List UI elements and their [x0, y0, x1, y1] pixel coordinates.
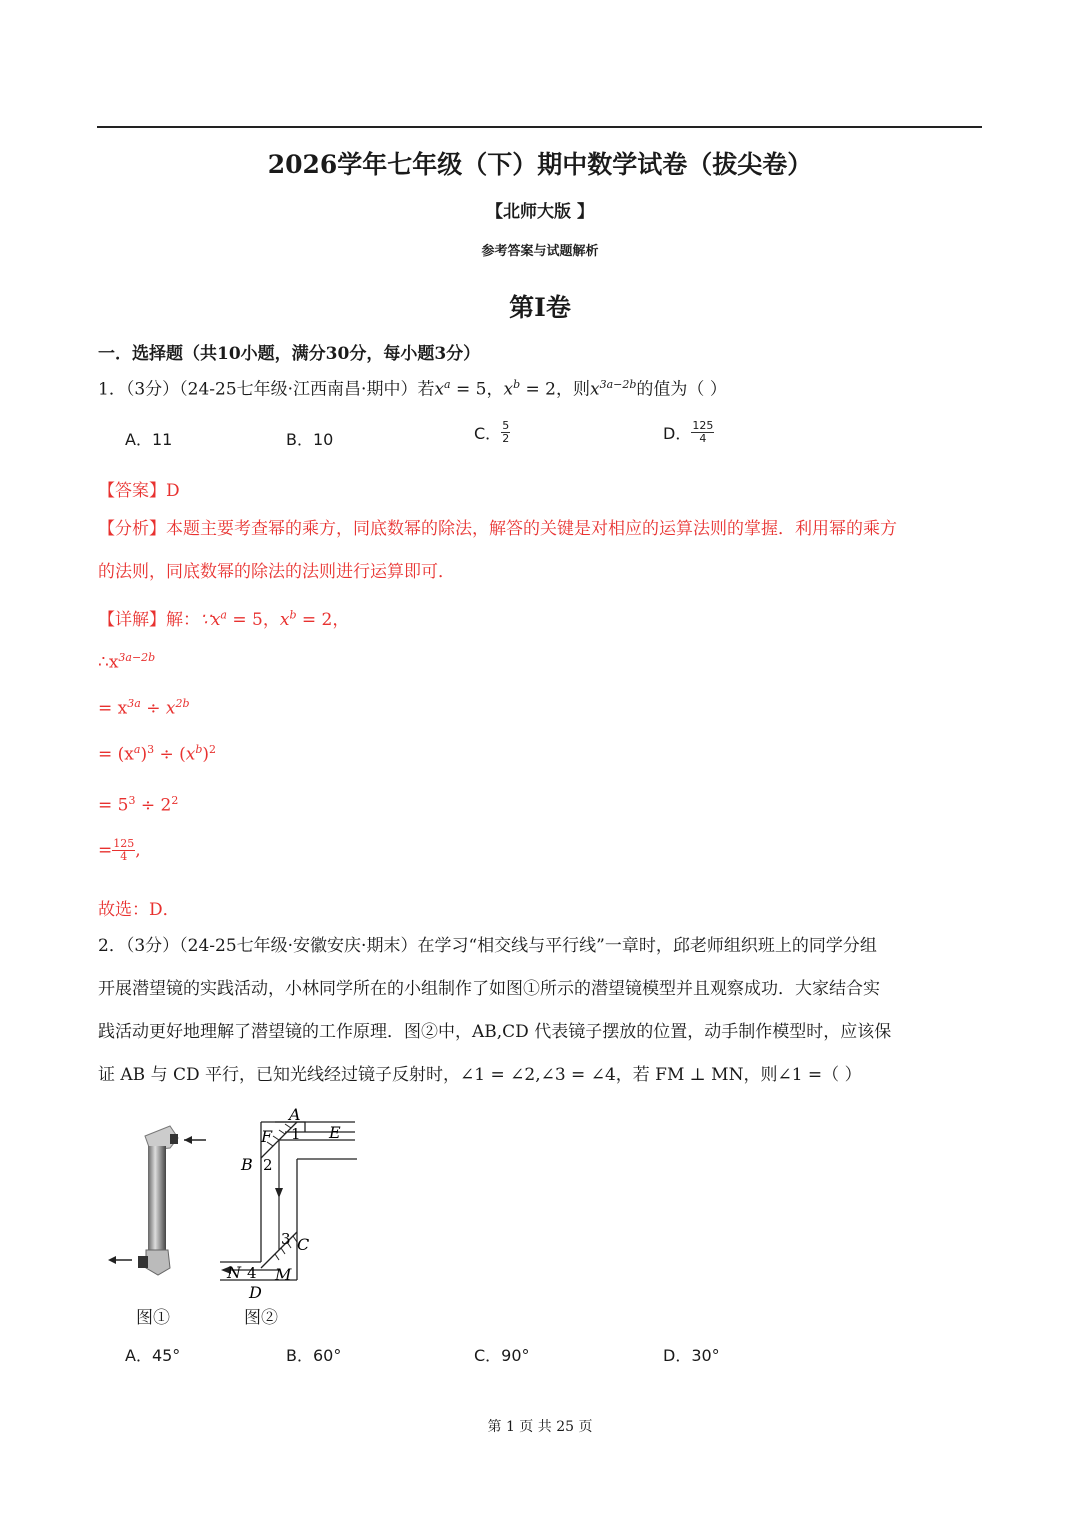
- label-3: 3: [281, 1230, 291, 1248]
- page-footer: 第 1 页 共 25 页: [487, 1419, 593, 1435]
- label-1: 1: [291, 1125, 301, 1143]
- top-rule: [97, 126, 982, 128]
- q1-option-b[interactable]: B．10: [286, 430, 334, 449]
- figure-1-caption: 图①: [136, 1308, 170, 1328]
- q2-option-a[interactable]: A．45°: [125, 1346, 181, 1365]
- periscope-diagram: [215, 1102, 365, 1302]
- label-d: D: [249, 1283, 262, 1302]
- q1-step-4: = $5^3 \div 2^2$: [98, 794, 179, 816]
- label-c: C: [297, 1235, 310, 1254]
- q1-analysis: 【分析】本题主要考查幂的乘方，同底数幂的除法，解答的关键是对相应的运算法则的掌握．利用幂的乘方 的法则，同底数幂的除法的法则进行运算即可．: [98, 519, 897, 582]
- figure-2-caption: 图②: [244, 1308, 278, 1328]
- q2-option-d[interactable]: D．30°: [663, 1346, 720, 1365]
- page-title: 2026学年七年级（下）期中数学试卷（拔尖卷）: [267, 150, 813, 179]
- label-2: 2: [263, 1156, 273, 1174]
- question-2-stem: 2．（3分）（24-25七年级·安徽安庆·期末）在学习“相交线与平行线”一章时，邱老师组织班上的同学分组 开展潜望镜的实践活动，小林同学所在的小组制作了如图①所示的潜望镜模型并且观察成功．大家结合实 践活动更好地理解了潜望镜的工作原理．图②中，AB,CD 代表镜子摆放的位置，动手制作模型时，应该保 证 AB 与 CD 平行，已知光线经过镜子反射时，∠1 = ∠2,∠3 = ∠4，若 FM ⊥ MN，则∠1 =（ ）: [98, 936, 892, 1085]
- label-a: A: [289, 1105, 301, 1124]
- section-heading: 一．选择题（共10小题，满分30分，每小题3分）: [98, 344, 481, 364]
- label-f: F: [261, 1127, 273, 1146]
- question-1-stem: 1．（3分）（24-25七年级·江西南昌·期中）若$x^a = 5$，$x^b = 2$，则$x^{3a-2b}$的值为（ ）: [98, 378, 727, 400]
- q1-step-3: = $(x^a)^3 \div (x^b)^2$: [98, 743, 217, 765]
- periscope-photo: [100, 1118, 210, 1283]
- label-4: 4: [247, 1264, 257, 1282]
- label-m: M: [275, 1265, 292, 1284]
- q1-step-1: $\therefore x^{3a-2b}$: [98, 651, 156, 673]
- q1-detail-intro: 【详解】解：$\because x^a = 5$，$x^b = 2$，: [98, 608, 350, 630]
- edition-label: 【北师大版 】: [486, 202, 594, 222]
- q1-option-a[interactable]: A．11: [125, 430, 173, 449]
- q1-answer: 【答案】D: [98, 481, 180, 501]
- label-n: N: [227, 1263, 241, 1282]
- q1-step-2: = $x^{3a} \div x^{2b}$: [98, 697, 190, 719]
- label-b: B: [241, 1155, 253, 1174]
- q1-step-5: = $\frac{125}{4}$ ,: [98, 837, 141, 863]
- q2-option-b[interactable]: B．60°: [286, 1346, 342, 1365]
- q2-option-c[interactable]: C．90°: [474, 1346, 530, 1365]
- q1-option-d[interactable]: D． $\frac{125}{4}$: [663, 419, 714, 445]
- q1-choose: 故选：D．: [98, 900, 180, 920]
- q1-option-c[interactable]: C． $\frac{5}{2}$: [474, 419, 510, 445]
- label-e: E: [329, 1123, 341, 1142]
- volume-heading: 第Ⅰ卷: [509, 293, 571, 322]
- subtitle: 参考答案与试题解析: [481, 244, 599, 259]
